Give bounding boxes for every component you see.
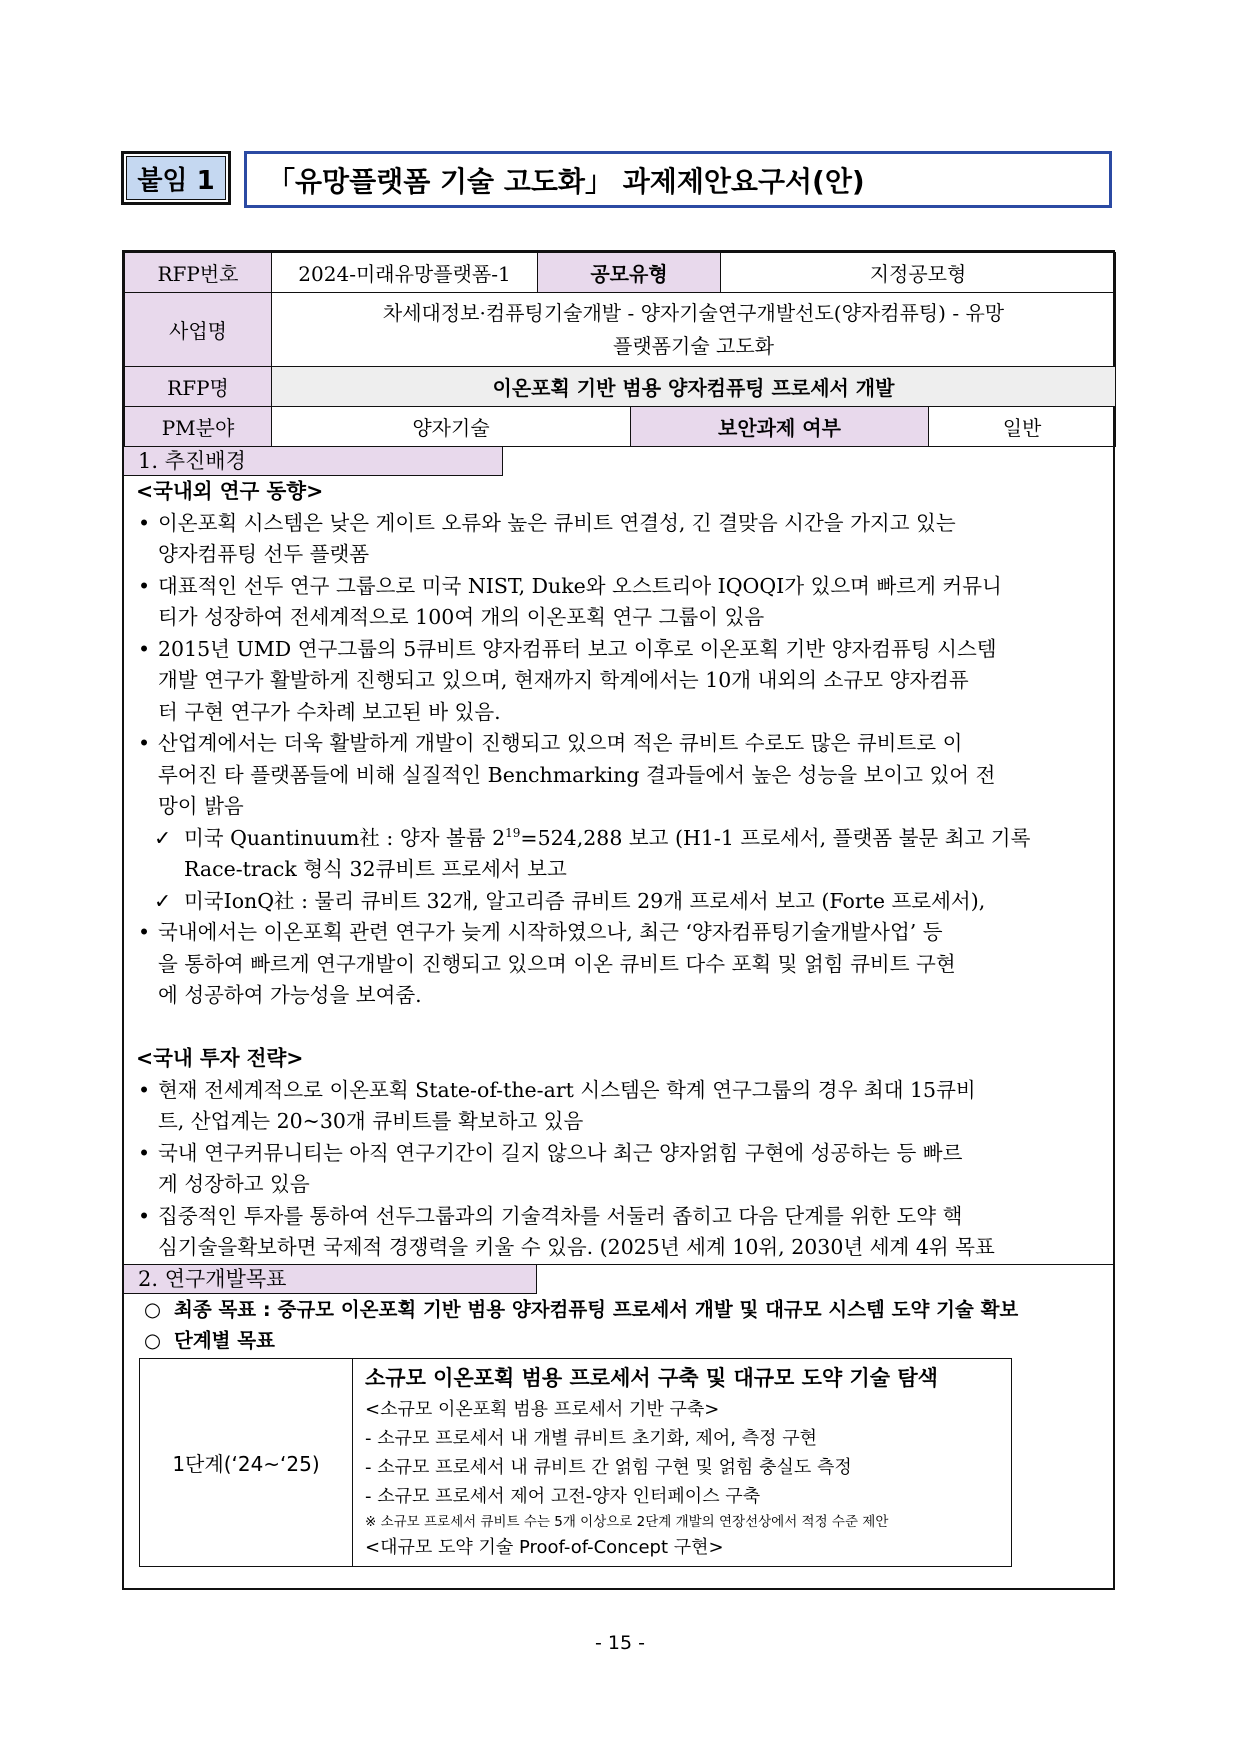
document-title: 「유망플랫폼 기술 고도화」 과제제안요구서(안) xyxy=(244,151,1112,208)
section1-header xyxy=(124,447,1113,476)
bullet-icon: • xyxy=(138,920,151,944)
appendix-badge xyxy=(121,151,231,205)
bullet-icon: • xyxy=(138,1140,151,1165)
contest-type-value: 지정공모형 xyxy=(721,253,1116,293)
pm-field-label: PM분야 xyxy=(125,407,272,447)
list-item-cont: 망이 밝음 xyxy=(158,794,244,818)
circle-icon: ○ xyxy=(144,1328,162,1352)
bullet-icon: • xyxy=(138,1077,151,1102)
list-item-cont: 티가 성장하여 전세계적으로 100여 개의 이온포획 연구 그룹이 있음 xyxy=(158,605,765,629)
stage1-item: - 소규모 프로세서 제어 고전-양자 인터페이스 구축 xyxy=(365,1485,761,1507)
domestic-trends-title: <국내외 연구 동향> xyxy=(136,479,324,503)
list-item: • 국내 연구커뮤니티는 아직 연구기간이 길지 않으나 최근 양자얽힘 구현에 성공하는 등 빠르 xyxy=(136,1138,1113,1170)
appendix-badge-label: 붙임 1 xyxy=(126,156,226,200)
list-item-cont: 트, 산업계는 20~30개 큐비트를 확보하고 있음 xyxy=(158,1109,584,1133)
circle-icon: ○ xyxy=(144,1297,162,1321)
check-icon: ✓ xyxy=(154,888,172,913)
list-item-cont: 을 통하여 빠르게 연구개발이 진행되고 있으며 이온 큐비트 다수 포획 및 얽힘 큐비트 구현 xyxy=(158,951,956,976)
rfp-no-value: 2024-미래유망플랫폼-1 xyxy=(272,253,538,293)
project-label: 사업명 xyxy=(125,293,272,367)
list-item: • 이온포획 시스템은 낮은 게이트 오류와 높은 큐비트 연결성, 긴 결맞음 시간을 가지고 있는 xyxy=(136,508,1113,540)
final-goal: ○ 최종 목표 : 중규모 이온포획 기반 범용 양자컴퓨팅 프로세서 개발 및 대규모 시스템 도약 기술 확보 xyxy=(124,1294,1113,1325)
list-item-cont: 터 구현 연구가 수차례 보고된 바 있음. xyxy=(158,699,501,724)
list-item: • 2015년 UMD 연구그룹의 5큐비트 양자컴퓨터 보고 이후로 이온포획 기반 양자컴퓨팅 시스템 xyxy=(136,634,1113,666)
rfp-frame xyxy=(122,250,1115,1590)
list-item: • 대표적인 선두 연구 그룹으로 미국 NIST, Duke와 오스트리아 IQOQI가 있으며 빠르게 커뮤니 xyxy=(136,571,1113,603)
superscript: 19 xyxy=(505,825,521,840)
bullet-icon: • xyxy=(138,1203,151,1228)
list-item: • 산업계에서는 더욱 활발하게 개발이 진행되고 있으며 적은 큐비트 수로도 많은 큐비트로 이 xyxy=(136,728,1113,760)
contest-type-label: 공모유형 xyxy=(538,253,721,293)
list-item-cont: 루어진 타 플랫폼들에 비해 실질적인 Benchmarking 결과들에서 높은 성능을 보이고 있어 전 xyxy=(158,762,996,787)
stage-table-wrap xyxy=(124,1358,1113,1574)
bullet-icon: • xyxy=(138,510,151,535)
security-label: 보안과제 여부 xyxy=(631,407,929,447)
list-item: • 국내에서는 이온포획 관련 연구가 늦게 시작하였으나, 최근 ‘양자컴퓨팅기술개발사업’ 등 xyxy=(136,917,1113,949)
section2-header xyxy=(124,1264,1113,1294)
section1-body xyxy=(124,476,1113,1264)
security-value: 일반 xyxy=(929,407,1116,447)
list-item-cont: 양자컴퓨팅 선두 플랫폼 xyxy=(158,542,370,566)
stage1-subtitle: <대규모 도약 기술 Proof-of-Concept 구현> xyxy=(365,1536,724,1558)
stage1-item: - 소규모 프로세서 내 개별 큐비트 초기화, 제어, 측정 구현 xyxy=(365,1427,817,1449)
stage-table xyxy=(139,1358,1012,1567)
project-value-line1: 차세대정보·컴퓨팅기술개발 - 양자기술연구개발선도(양자컴퓨팅) - 유망 xyxy=(382,300,1005,325)
stage1-title: 소규모 이온포획 범용 프로세서 구축 및 대규모 도약 기술 탐색 xyxy=(365,1365,938,1390)
stage1-subtitle: <소규모 이온포획 범용 프로세서 기반 구축> xyxy=(365,1398,720,1420)
check-icon: ✓ xyxy=(154,825,172,850)
rfp-no-label: RFP번호 xyxy=(125,253,272,293)
project-value xyxy=(272,293,1116,367)
investment-strategy-title: <국내 투자 전략> xyxy=(136,1046,304,1070)
section2-heading: 2. 연구개발목표 xyxy=(124,1265,537,1294)
stage1-label: 1단계(‘24~‘25) xyxy=(140,1359,353,1566)
stage1-note: ※ 소규모 프로세서 큐비트 수는 5개 이상으로 2단계 개발의 연장선상에서 적정 수준 제안 xyxy=(365,1513,889,1530)
check-item: ✓ 미국 Quantinuum社 : 양자 볼륨 $2^{19}=524,288$ 보고 (H1-1 프로세서, 플랫폼 불문 최고 기록 xyxy=(136,823,1113,855)
rfp-info-table xyxy=(124,252,1116,447)
stage1-content xyxy=(353,1359,1011,1566)
rfp-name-label: RFP명 xyxy=(125,367,272,407)
list-item-cont: 게 성장하고 있음 xyxy=(158,1172,310,1196)
rfp-name-value: 이온포획 기반 범용 양자컴퓨팅 프로세서 개발 xyxy=(272,367,1116,407)
bullet-icon: • xyxy=(138,573,151,598)
list-item-cont: 개발 연구가 활발하게 진행되고 있으며, 현재까지 학계에서는 10개 내외의 소규모 양자컴퓨 xyxy=(158,668,969,692)
check-item: ✓ 미국IonQ社 : 물리 큐비트 32개, 알고리즘 큐비트 29개 프로세서 보고 (Forte 프로세서), xyxy=(136,886,1113,918)
stage1-item: - 소규모 프로세서 내 큐비트 간 얽힘 구현 및 얽힘 충실도 측정 xyxy=(365,1456,852,1478)
bullet-icon: • xyxy=(138,636,151,661)
section1-heading: 1. 추진배경 xyxy=(124,447,503,476)
stage-goal: ○ 단계별 목표 xyxy=(124,1325,1113,1356)
pm-field-value: 양자기술 xyxy=(272,407,631,447)
list-item: • 집중적인 투자를 통하여 선두그룹과의 기술격차를 서둘러 좁히고 다음 단계를 위한 도약 핵 xyxy=(136,1201,1113,1233)
check-item-cont: Race-track 형식 32큐비트 프로세서 보고 xyxy=(184,857,567,881)
list-item-cont: 에 성공하여 가능성을 보여줌. xyxy=(158,983,422,1007)
bullet-icon: • xyxy=(138,731,151,755)
page-number: - 15 - xyxy=(595,1632,645,1654)
list-item-cont: 심기술을확보하면 국제적 경쟁력을 키울 수 있음. (2025년 세계 10위, 2030년 세계 4위 목표 xyxy=(158,1235,995,1259)
spacer xyxy=(136,1012,1113,1044)
list-item: • 현재 전세계적으로 이온포획 State-of-the-art 시스템은 학계 연구그룹의 경우 최대 15큐비 xyxy=(136,1075,1113,1107)
project-value-line2: 플랫폼기술 고도화 xyxy=(613,333,774,358)
